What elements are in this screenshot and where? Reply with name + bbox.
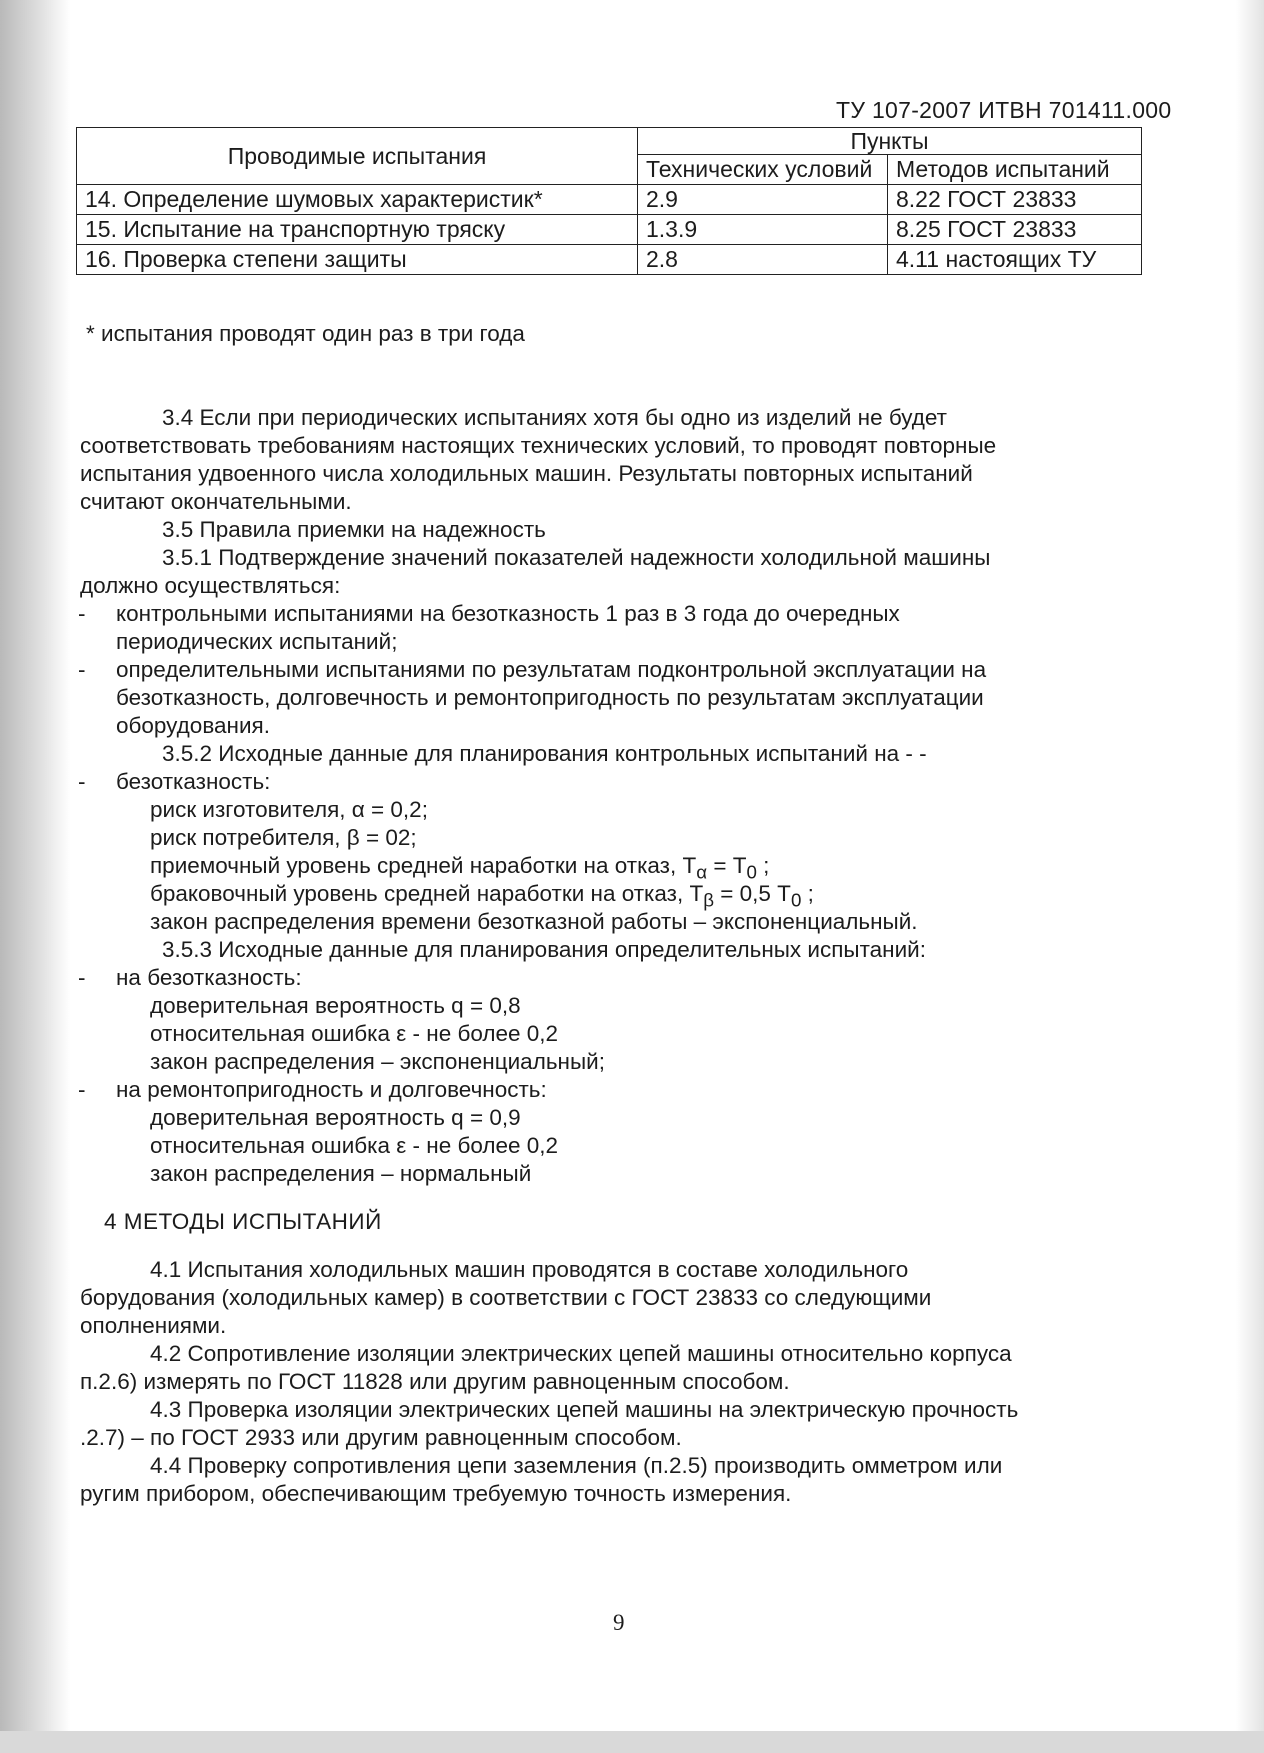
footnote: * испытания проводят один раз в три года: [86, 321, 525, 346]
param-text: браковочный уровень средней наработки на отказ, T: [150, 881, 704, 906]
list-item: [80, 600, 1150, 628]
param-line: относительная ошибка ε - не более 0,2: [150, 1021, 559, 1046]
paragraph-3-4-line: 3.4 Если при периодических испытаниях хотя бы одно из изделий не будет: [162, 405, 947, 430]
paragraph-3-5-1-line: 3.5.1 Подтверждение значений показателей надежности холодильной машины: [162, 545, 991, 570]
param-subscript: 0: [790, 889, 802, 911]
paragraph-3-5-3: 3.5.3 Исходные данные для планирования определительных испытаний:: [162, 937, 926, 962]
list-item-text: на ремонтопригодность и долговечность:: [116, 1077, 547, 1102]
list-item-text: контрольными испытаниями на безотказность 1 раз в 3 года до очередных: [116, 601, 900, 626]
list-dash: -: [78, 965, 86, 990]
paragraph-4-1-line: ополнениями.: [80, 1313, 227, 1338]
paragraph-4-2-line: 4.2 Сопротивление изоляции электрических цепей машины относительно корпуса: [150, 1341, 1012, 1366]
list-dash: -: [78, 1077, 86, 1102]
table-row: [77, 215, 1142, 245]
param-line: закон распределения времени безотказной работы – экспоненциальный.: [150, 909, 918, 934]
cell-tech: 2.8: [638, 245, 888, 275]
table-header-row: [77, 128, 1142, 155]
param-text: приемочный уровень средней наработки на отказ, T: [150, 853, 697, 878]
cell-method: 8.25 ГОСТ 23833: [888, 215, 1142, 245]
paragraph-3-4-line: соответствовать требованиям настоящих технических условий, то проводят повторные: [80, 433, 997, 458]
header-test-methods: Методов испытаний: [888, 155, 1142, 185]
list-item-continuation: безотказность, долговечность и ремонтопригодность по результатам эксплуатации: [116, 685, 984, 710]
list-item: [80, 768, 1150, 796]
paragraph-3-5-1-line: должно осуществляться:: [80, 573, 341, 598]
param-subscript: β: [703, 889, 715, 911]
paragraph-3-5-2: 3.5.2 Исходные данные для планирования контрольных испытаний на - -: [162, 741, 927, 766]
list-dash: -: [78, 769, 86, 794]
param-line: закон распределения – нормальный: [150, 1161, 532, 1186]
cell-test: 14. Определение шумовых характеристик*: [77, 185, 638, 215]
cell-tech: 1.3.9: [638, 215, 888, 245]
document-body: [80, 404, 1150, 1508]
param-text: ;: [756, 853, 770, 878]
header-points: Пункты: [638, 128, 1142, 155]
list-item-text: на безотказность:: [116, 965, 302, 990]
param-line: доверительная вероятность q = 0,9: [150, 1105, 521, 1130]
param-line: [80, 852, 1150, 883]
page-number: 9: [613, 1610, 625, 1635]
param-subscript: α: [696, 861, 708, 883]
tests-table: [76, 127, 1142, 275]
param-text: = 0,5 T: [714, 881, 791, 906]
list-dash: -: [78, 657, 86, 682]
cell-method: 8.22 ГОСТ 23833: [888, 185, 1142, 215]
paragraph-4-3-line: .2.7) – по ГОСТ 2933 или другим равноценным способом.: [80, 1425, 682, 1450]
param-line: риск изготовителя, α = 0,2;: [150, 797, 428, 822]
table-row: [77, 245, 1142, 275]
list-item-continuation: периодических испытаний;: [116, 629, 398, 654]
paragraph-4-1-line: борудования (холодильных камер) в соответствии с ГОСТ 23833 со следующими: [80, 1285, 932, 1310]
section-3-5-title: 3.5 Правила приемки на надежность: [162, 517, 546, 542]
paragraph-4-1-line: 4.1 Испытания холодильных машин проводятся в составе холодильного: [150, 1257, 909, 1282]
cell-tech: 2.9: [638, 185, 888, 215]
param-subscript: 0: [746, 861, 757, 883]
paragraph-4-3-line: 4.3 Проверка изоляции электрических цепей машины на электрическую прочность: [150, 1397, 1019, 1422]
cell-method: 4.11 настоящих ТУ: [888, 245, 1142, 275]
document-number: ТУ 107-2007 ИТВН 701411.000: [836, 97, 1172, 123]
param-line: закон распределения – экспоненциальный;: [150, 1049, 605, 1074]
list-item: [80, 964, 1150, 992]
list-item: [80, 656, 1150, 684]
table-row: [77, 185, 1142, 215]
cell-test: 16. Проверка степени защиты: [77, 245, 638, 275]
param-line: [80, 880, 1150, 911]
list-item-continuation: оборудования.: [116, 713, 270, 738]
list-item-text: определительными испытаниями по результатам подконтрольной эксплуатации на: [116, 657, 987, 682]
list-dash: -: [78, 601, 86, 626]
paragraph-4-4-line: ругим прибором, обеспечивающим требуемую точность измерения.: [80, 1481, 792, 1506]
paragraph-4-2-line: п.2.6) измерять по ГОСТ 11828 или другим равноценным способом.: [80, 1369, 790, 1394]
list-item: [80, 1076, 1150, 1104]
param-text: ;: [801, 881, 814, 906]
param-text: = T: [707, 853, 747, 878]
list-item-text: безотказность:: [116, 769, 271, 794]
header-tech-conditions: Технических условий: [638, 155, 888, 185]
param-line: относительная ошибка ε - не более 0,2: [150, 1133, 559, 1158]
param-line: риск потребителя, β = 02;: [150, 825, 417, 850]
param-line: доверительная вероятность q = 0,8: [150, 993, 521, 1018]
header-tests: Проводимые испытания: [77, 128, 638, 185]
paragraph-4-4-line: 4.4 Проверку сопротивления цепи заземления (п.2.5) производить омметром или: [150, 1453, 1003, 1478]
paragraph-3-4-line: испытания удвоенного числа холодильных машин. Результаты повторных испытаний: [80, 461, 973, 486]
paragraph-3-4-line: считают окончательными.: [80, 489, 352, 514]
cell-test: 15. Испытание на транспортную тряску: [77, 215, 638, 245]
section-4-heading: 4 МЕТОДЫ ИСПЫТАНИЙ: [104, 1209, 382, 1234]
